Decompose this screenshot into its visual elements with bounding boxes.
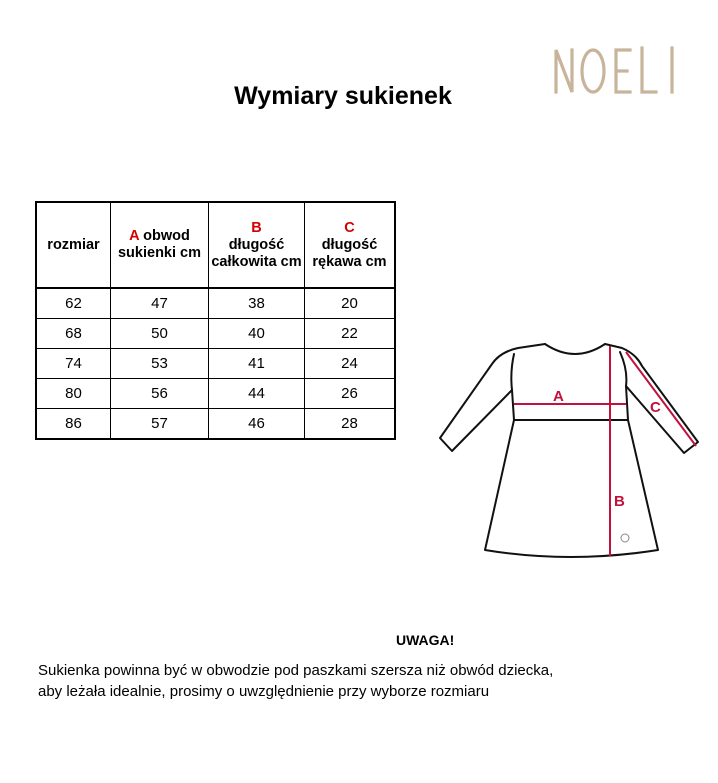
header-total-length: [209, 202, 305, 288]
cell-size: 62: [36, 288, 111, 319]
header-size: [36, 202, 111, 288]
cell-total-length: 40: [209, 319, 305, 349]
header-sleeve-length: [305, 202, 396, 288]
label-b: B: [614, 493, 625, 510]
cell-circumference: 57: [111, 409, 209, 440]
table-row: [36, 319, 395, 349]
dress-diagram: [430, 330, 710, 580]
warning-note: [38, 660, 698, 702]
header-sleeve-length-text: długość rękawa cm: [312, 236, 387, 270]
cell-size: 74: [36, 349, 111, 379]
header-total-length-text: długość całkowita cm: [211, 236, 302, 270]
cell-sleeve-length: 20: [305, 288, 396, 319]
table-row: [36, 409, 395, 440]
table-row: [36, 379, 395, 409]
cell-total-length: 44: [209, 379, 305, 409]
cell-circumference: 47: [111, 288, 209, 319]
header-size-text: rozmiar: [47, 236, 100, 253]
cell-total-length: 46: [209, 409, 305, 440]
cell-sleeve-length: 28: [305, 409, 396, 440]
cell-size: 86: [36, 409, 111, 440]
cell-size: 80: [36, 379, 111, 409]
cell-sleeve-length: 24: [305, 349, 396, 379]
cell-circumference: 56: [111, 379, 209, 409]
size-table: [35, 201, 396, 440]
table-row: [36, 288, 395, 319]
warning-title: UWAGA!: [396, 632, 455, 648]
table-header-row: [36, 202, 395, 288]
cell-size: 68: [36, 319, 111, 349]
button-icon: [621, 534, 629, 542]
header-circumference-text: obwod sukienki cm: [117, 228, 201, 261]
header-letter-a: A: [129, 228, 140, 244]
header-circumference: [111, 202, 209, 288]
header-letter-c: C: [344, 219, 355, 236]
header-letter-b: B: [251, 219, 262, 236]
cell-sleeve-length: 22: [305, 319, 396, 349]
table-row: [36, 349, 395, 379]
label-a: A: [553, 388, 564, 405]
cell-total-length: 38: [209, 288, 305, 319]
cell-total-length: 41: [209, 349, 305, 379]
cell-circumference: 53: [111, 349, 209, 379]
warning-line-2: aby leżała idealnie, prosimy o uwzględnienie przy wyborze rozmiaru: [38, 683, 490, 700]
dress-outline-icon: [430, 330, 710, 580]
cell-circumference: 50: [111, 319, 209, 349]
page-title: Wymiary sukienek: [234, 82, 452, 110]
label-c: C: [650, 399, 661, 416]
warning-line-1: Sukienka powinna być w obwodzie pod paszkami szersza niż obwód dziecka,: [38, 662, 554, 679]
cell-sleeve-length: 26: [305, 379, 396, 409]
